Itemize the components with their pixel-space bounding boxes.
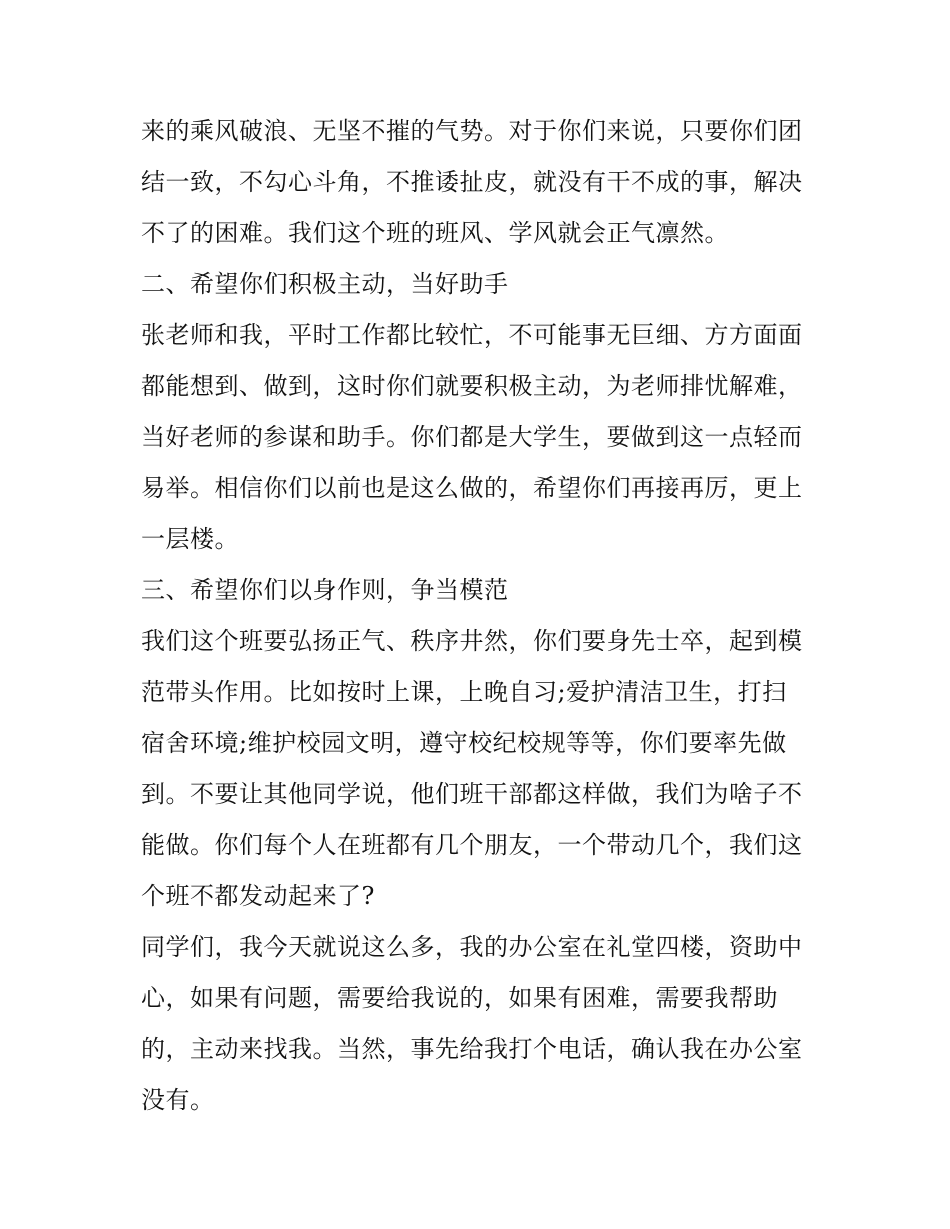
text-line: 的，主动来找我。当然，事先给我打个电话，确认我在办公室 — [141, 1035, 803, 1063]
section-heading: 三、希望你们以身作则，争当模范 — [141, 576, 509, 604]
text-line: 来的乘风破浪、无坚不摧的气势。对于你们来说，只要你们团 — [141, 117, 803, 145]
text-line: 我们这个班要弘扬正气、秩序井然，你们要身先士卒，起到模 — [141, 627, 803, 655]
text-line: 易举。相信你们以前也是这么做的，希望你们再接再厉，更上 — [141, 474, 803, 502]
text-line: 心，如果有问题，需要给我说的，如果有困难，需要我帮助 — [141, 984, 778, 1012]
text-line: 张老师和我，平时工作都比较忙，不可能事无巨细、方方面面 — [141, 321, 803, 349]
text-line: 没有。 — [141, 1086, 215, 1114]
text-line: 不了的困难。我们这个班的班风、学风就会正气凛然。 — [141, 219, 729, 247]
text-line: 个班不都发动起来了? — [141, 882, 375, 910]
text-line: 当好老师的参谋和助手。你们都是大学生，要做到这一点轻而 — [141, 423, 803, 451]
text-line: 到。不要让其他同学说，他们班干部都这样做，我们为啥子不 — [141, 780, 803, 808]
section-heading: 二、希望你们积极主动，当好助手 — [141, 270, 509, 298]
text-line: 能做。你们每个人在班都有几个朋友，一个带动几个，我们这 — [141, 831, 803, 859]
text-line: 同学们，我今天就说这么多，我的办公室在礼堂四楼，资助中 — [141, 933, 803, 961]
text-line: 结一致，不勾心斗角，不推诿扯皮，就没有干不成的事，解决 — [141, 168, 803, 196]
text-line: 宿舍环境;维护校园文明，遵守校纪校规等等，你们要率先做 — [141, 729, 787, 757]
text-line: 范带头作用。比如按时上课，上晚自习;爱护清洁卫生，打扫 — [141, 678, 787, 706]
text-line: 一层楼。 — [141, 525, 239, 553]
document-body — [141, 106, 821, 1126]
text-line: 都能想到、做到，这时你们就要积极主动，为老师排忧解难， — [141, 372, 803, 400]
